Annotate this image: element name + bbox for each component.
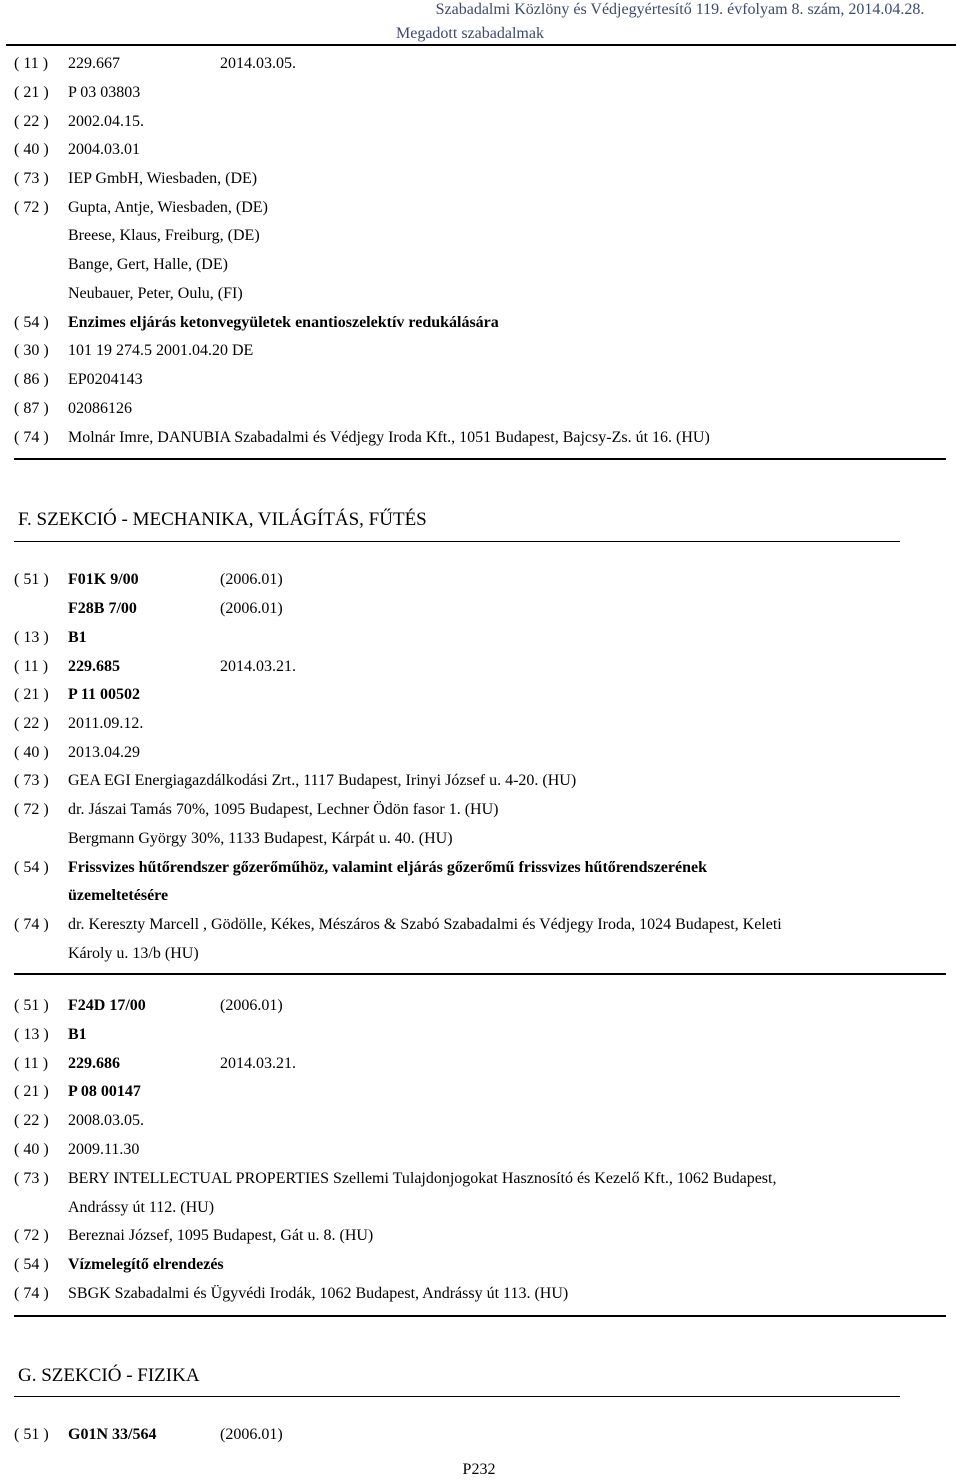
inid-code: ( 11 ) <box>14 658 49 675</box>
entry-value: 2009.11.30 <box>68 1141 140 1158</box>
inid-code: ( 73 ) <box>14 1170 49 1187</box>
entry-value: 229.686 <box>68 1055 120 1072</box>
inid-code: ( 11 ) <box>14 1055 49 1072</box>
section-g-rule <box>14 1396 900 1397</box>
inid-code: ( 13 ) <box>14 1026 49 1043</box>
entry-value: EP0204143 <box>68 371 143 388</box>
entry-value: P 08 00147 <box>68 1083 141 1100</box>
inid-code: ( 40 ) <box>14 1141 49 1158</box>
entry-value: 2004.03.01 <box>68 141 140 158</box>
inid-code: ( 54 ) <box>14 859 49 876</box>
inid-code: ( 72 ) <box>14 199 49 216</box>
entry-value: P 11 00502 <box>68 686 141 703</box>
inid-code: ( 21 ) <box>14 84 49 101</box>
inid-code: ( 51 ) <box>14 997 49 1014</box>
inid-code: ( 40 ) <box>14 744 49 761</box>
page-footer <box>0 1460 960 1480</box>
inid-code: ( 74 ) <box>14 429 49 446</box>
entry-divider <box>14 973 946 975</box>
entry-value: F28B 7/00 <box>68 600 137 617</box>
entry-value: Enzimes eljárás ketonvegyületek enantioszelektív redukálására <box>68 314 499 331</box>
section-f-rule <box>14 541 900 542</box>
section-subtitle: Megadott szabadalmak <box>396 25 544 42</box>
entry-value: SBGK Szabadalmi és Ügyvédi Irodák, 1062 Budapest, Andrássy út 113. (HU) <box>68 1285 569 1302</box>
journal-header <box>0 0 960 20</box>
entry-value: Molnár Imre, DANUBIA Szabadalmi és Védjegy Iroda Kft., 1051 Budapest, Bajcsy-Zs. út 16. (HU) <box>68 429 710 446</box>
entry-value: 229.667 <box>68 55 120 72</box>
entry-value: P 03 03803 <box>68 84 141 101</box>
inid-code: ( 51 ) <box>14 571 49 588</box>
entry-value: G01N 33/564 <box>68 1426 157 1443</box>
inid-code: ( 54 ) <box>14 1256 49 1273</box>
section-title-g: G. SZEKCIÓ - FIZIKA <box>18 1365 200 1386</box>
inid-code: ( 73 ) <box>14 772 49 789</box>
entry-value: Neubauer, Peter, Oulu, (FI) <box>68 285 243 302</box>
inid-code: ( 13 ) <box>14 629 49 646</box>
entry-value: 2011.09.12. <box>68 715 144 732</box>
entry-value: Bereznai József, 1095 Budapest, Gát u. 8. (HU) <box>68 1227 374 1244</box>
entry-date: (2006.01) <box>220 600 283 617</box>
entry-value: Gupta, Antje, Wiesbaden, (DE) <box>68 199 268 216</box>
entry-value: 2008.03.05. <box>68 1112 144 1129</box>
entry-value: IEP GmbH, Wiesbaden, (DE) <box>68 170 258 187</box>
inid-code: ( 40 ) <box>14 141 49 158</box>
entry-value: GEA EGI Energiagazdálkodási Zrt., 1117 Budapest, Irinyi József u. 4-20. (HU) <box>68 772 577 789</box>
header-rule <box>6 44 956 46</box>
entry-date: (2006.01) <box>220 571 283 588</box>
inid-code: ( 86 ) <box>14 371 49 388</box>
entry-date: (2006.01) <box>220 997 283 1014</box>
entry-divider <box>14 1315 946 1317</box>
entry-value: Károly u. 13/b (HU) <box>68 945 199 962</box>
entry-value: F01K 9/00 <box>68 571 139 588</box>
entry-date: 2014.03.21. <box>220 658 296 675</box>
section-title-f: F. SZEKCIÓ - MECHANIKA, VILÁGÍTÁS, FŰTÉS <box>18 509 427 530</box>
entry-value: üzemeltetésére <box>68 887 169 904</box>
entry-value: Frissvizes hűtőrendszer gőzerőműhöz, valamint eljárás gőzerőmű frissvizes hűtőrendszerének <box>68 859 708 876</box>
entry-value: B1 <box>68 1026 87 1043</box>
entry-value: Andrássy út 112. (HU) <box>68 1199 215 1216</box>
entry-date: 2014.03.21. <box>220 1055 296 1072</box>
inid-code: ( 21 ) <box>14 1083 49 1100</box>
inid-code: ( 87 ) <box>14 400 49 417</box>
entry-value: Breese, Klaus, Freiburg, (DE) <box>68 227 260 244</box>
inid-code: ( 73 ) <box>14 170 49 187</box>
entry-value: Vízmelegítő elrendezés <box>68 1256 224 1273</box>
inid-code: ( 72 ) <box>14 1227 49 1244</box>
inid-code: ( 22 ) <box>14 1112 49 1129</box>
entry-value: 2013.04.29 <box>68 744 140 761</box>
entry-value: Bergmann György 30%, 1133 Budapest, Kárpát u. 40. (HU) <box>68 830 453 847</box>
inid-code: ( 74 ) <box>14 1285 49 1302</box>
entry-value: B1 <box>68 629 87 646</box>
entry-value: 02086126 <box>68 400 132 417</box>
entry-date: (2006.01) <box>220 1426 283 1443</box>
entry-value: dr. Jászai Tamás 70%, 1095 Budapest, Lechner Ödön fasor 1. (HU) <box>68 801 499 818</box>
inid-code: ( 30 ) <box>14 342 49 359</box>
entry-value: dr. Kereszty Marcell , Gödölle, Kékes, Mészáros & Szabó Szabadalmi és Védjegy Iroda, 1024 Budapest, Keleti <box>68 916 782 933</box>
page-number: P232 <box>462 1461 496 1478</box>
entry-value: 229.685 <box>68 658 120 675</box>
inid-code: ( 54 ) <box>14 314 49 331</box>
entry-value: 2002.04.15. <box>68 113 144 130</box>
inid-code: ( 72 ) <box>14 801 49 818</box>
inid-code: ( 22 ) <box>14 113 49 130</box>
inid-code: ( 11 ) <box>14 55 49 72</box>
journal-title: Szabadalmi Közlöny és Védjegyértesítő 119. évfolyam 8. szám, 2014.04.28. <box>435 1 925 18</box>
section-header <box>0 24 960 44</box>
entry-date: 2014.03.05. <box>220 55 296 72</box>
inid-code: ( 22 ) <box>14 715 49 732</box>
entry-value: 101 19 274.5 2001.04.20 DE <box>68 342 254 359</box>
inid-code: ( 21 ) <box>14 686 49 703</box>
entry-value: Bange, Gert, Halle, (DE) <box>68 256 228 273</box>
entry-value: BERY INTELLECTUAL PROPERTIES Szellemi Tulajdonjogokat Hasznosító és Kezelő Kft., 1062 Budapest, <box>68 1170 777 1187</box>
entry-value: F24D 17/00 <box>68 997 146 1014</box>
entry-divider <box>14 458 946 460</box>
inid-code: ( 74 ) <box>14 916 49 933</box>
inid-code: ( 51 ) <box>14 1426 49 1443</box>
